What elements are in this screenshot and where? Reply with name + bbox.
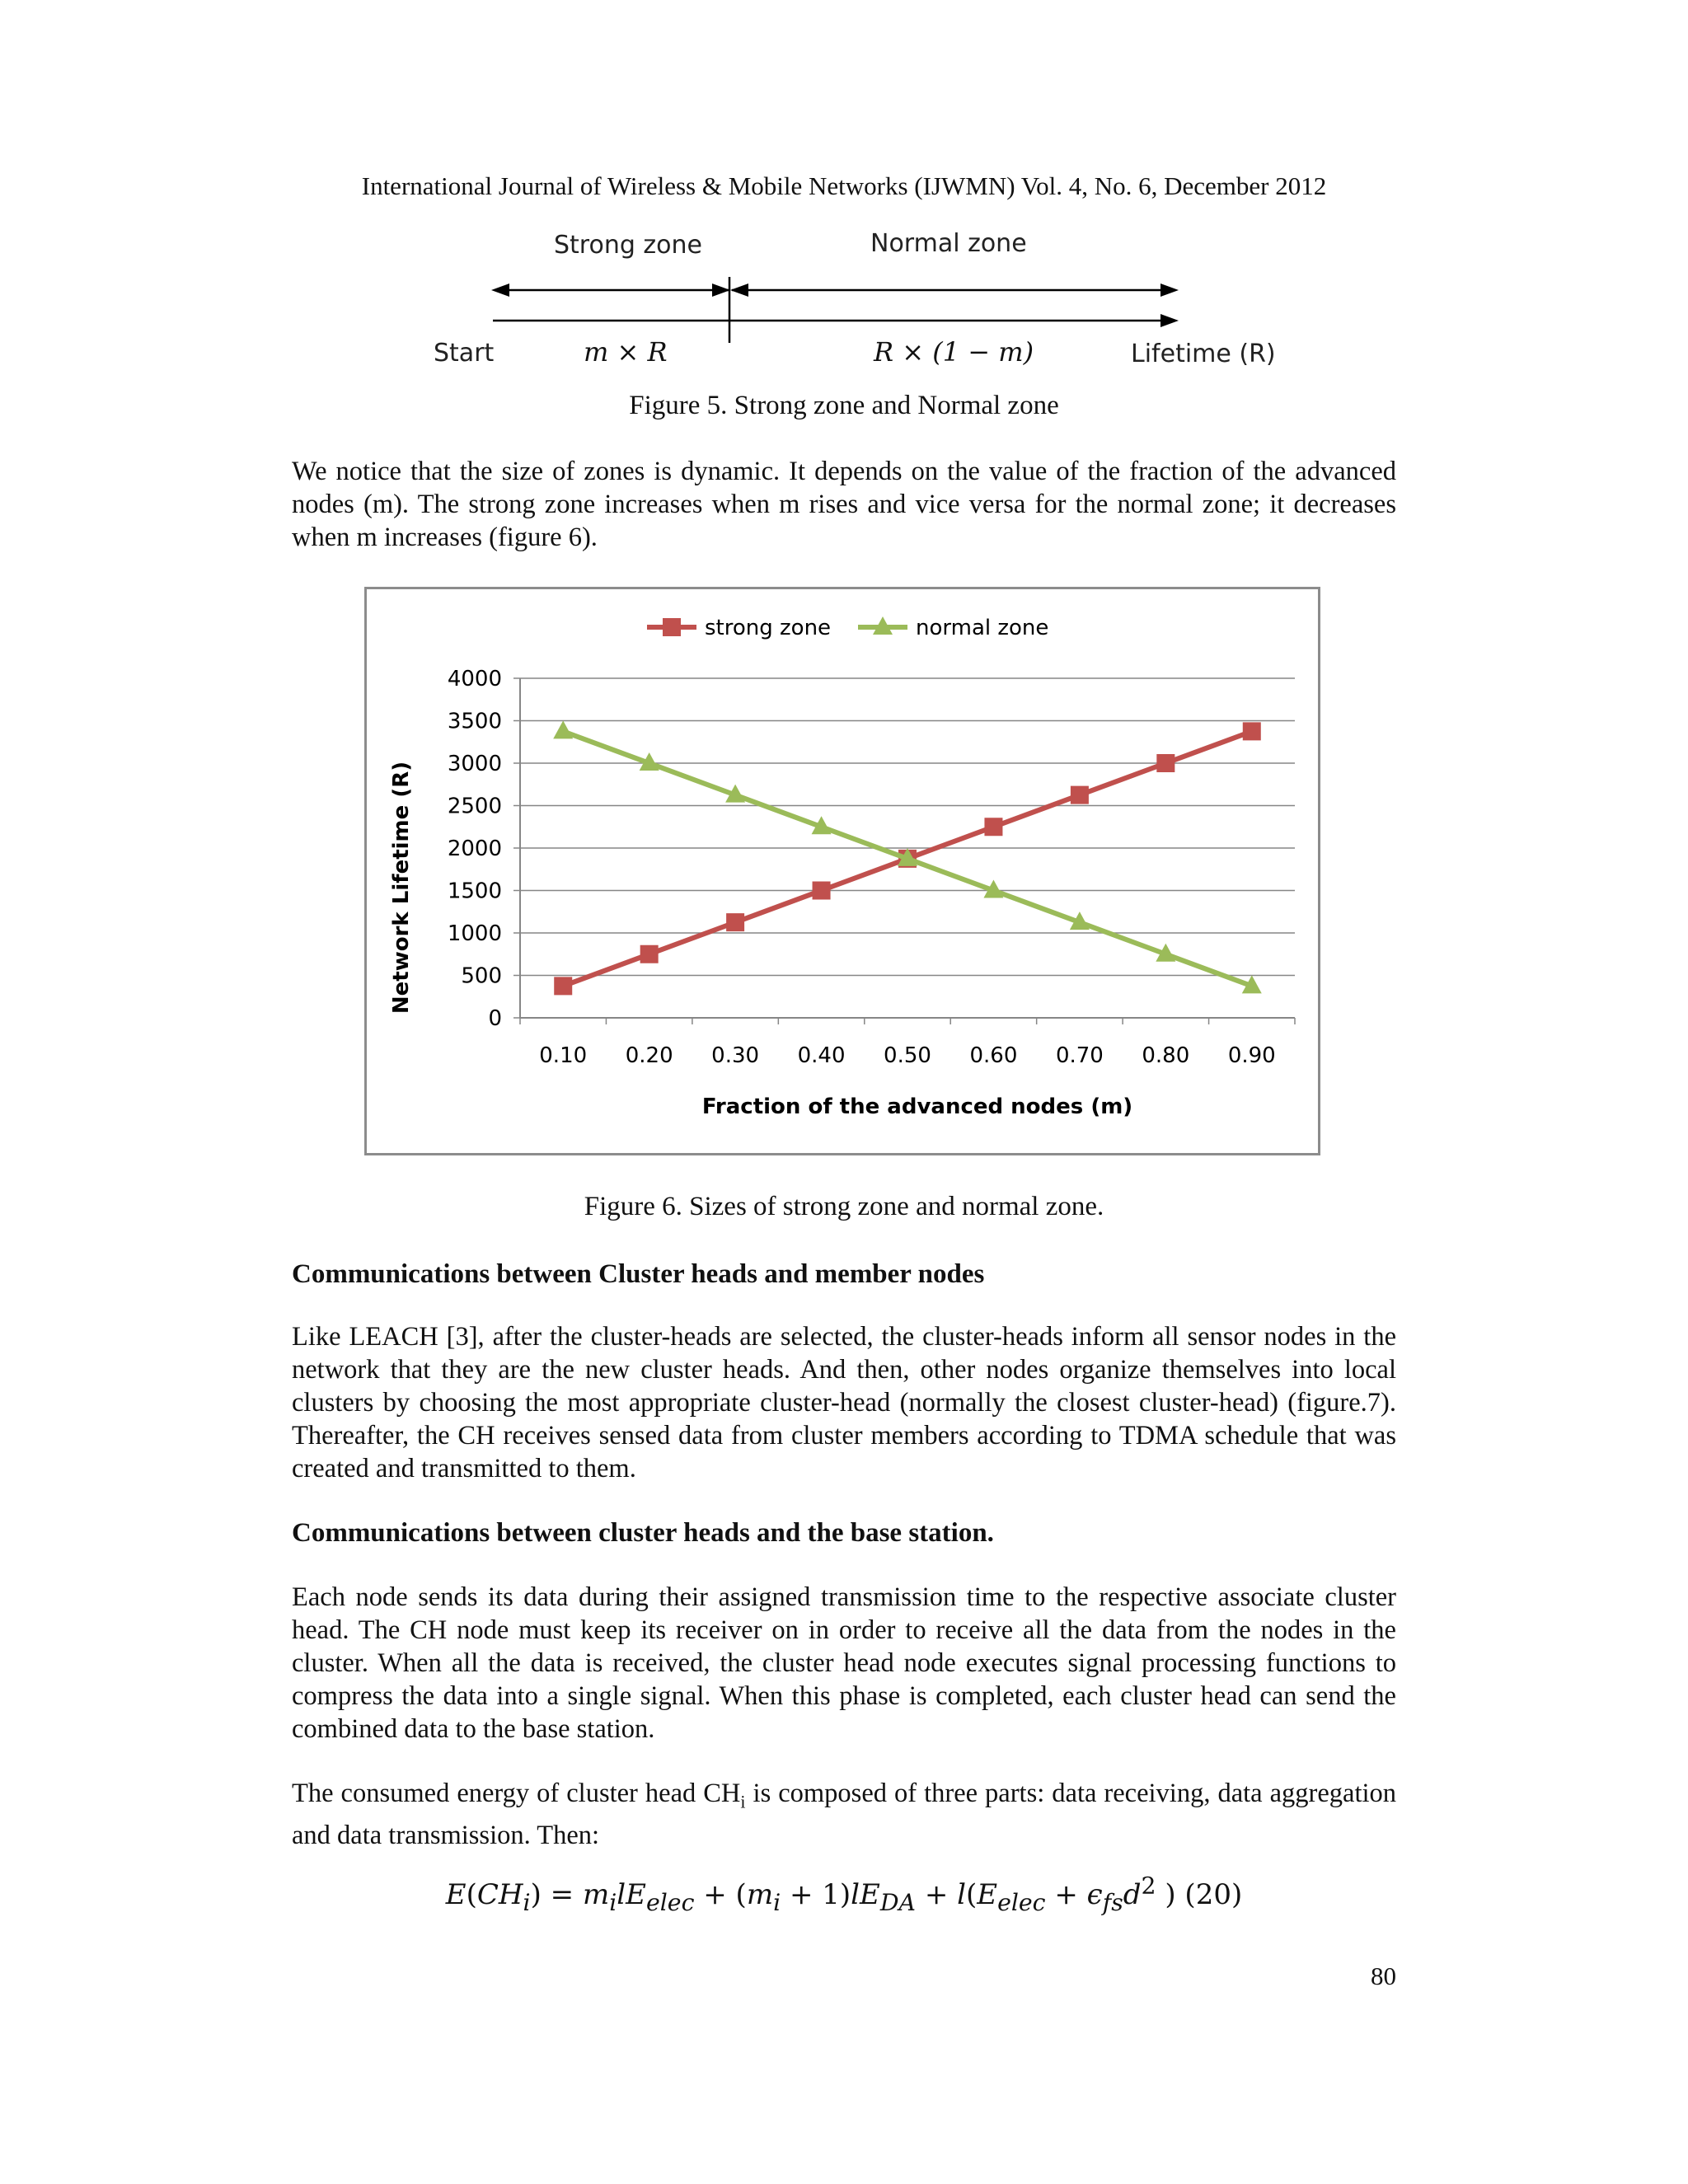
strong-zone-label: Strong zone bbox=[554, 231, 702, 260]
x-tick-label: 0.40 bbox=[797, 1043, 846, 1068]
y-tick-label: 0 bbox=[488, 1006, 502, 1031]
paragraph-leach: Like LEACH [3], after the cluster-heads are selected, the cluster-heads inform all sensor nodes in the network that they are the new cluster heads. And then, other nodes organize themselves into local clusters by choosing the most appropriate cluster-head (normally the closest cluster-head) (figure.7). Thereafter, the CH receives sensed data from cluster members according to TDMA schedule that was created and transmitted to them. bbox=[292, 1322, 1396, 1483]
data-point-square bbox=[813, 882, 831, 900]
data-point-square bbox=[1071, 786, 1089, 804]
y-tick-label: 4000 bbox=[447, 667, 502, 691]
equation-20 bbox=[0, 1872, 1688, 1916]
y-tick-label: 1000 bbox=[447, 921, 502, 946]
page-number: 80 bbox=[1371, 1961, 1396, 1990]
figure-5 bbox=[0, 0, 1688, 396]
strong-zone-arrow bbox=[491, 284, 730, 297]
data-point-square bbox=[1243, 722, 1261, 740]
y-tick-label: 500 bbox=[461, 963, 502, 989]
data-point-square bbox=[984, 818, 1002, 836]
legend-label: normal zone bbox=[916, 616, 1049, 640]
start-label: Start bbox=[434, 339, 495, 368]
heading-base-station: Communications between cluster heads and the base station. bbox=[292, 1518, 994, 1548]
zone-diagram bbox=[0, 0, 1688, 396]
equation-20-rendered: $E(CH_i) = m_ilE_{elec} + (m_i + 1)lE_{DA} + l(E_{elec} + \epsilon_{fs}d^2$ ) (20) bbox=[445, 1872, 1243, 1917]
figure-5-caption: Figure 5. Strong zone and Normal zone bbox=[629, 391, 1059, 420]
data-point-square bbox=[663, 618, 681, 636]
x-tick-label: 0.60 bbox=[969, 1043, 1018, 1068]
data-point-square bbox=[726, 913, 744, 931]
paragraph-transmission: Each node sends its data during their assigned transmission time to the respective associate cluster head. The CH node must keep its receiver on in order to receive all the data from the nodes in the cluster. When all the data is received, the cluster head node executes signal processing functions to compress the data into a single signal. When this phase is completed, each cluster head can send the combined data to the base station. bbox=[292, 1582, 1396, 1744]
figure-6-caption: Figure 6. Sizes of strong zone and normal zone. bbox=[584, 1192, 1104, 1221]
y-tick-label: 3500 bbox=[447, 709, 502, 734]
heading-cluster-members: Communications between Cluster heads and member nodes bbox=[292, 1259, 985, 1289]
paragraph-energy bbox=[292, 1777, 1396, 1852]
x-tick-label: 0.50 bbox=[884, 1043, 931, 1068]
figure-6-chart bbox=[364, 587, 1320, 1155]
normal-zone-label: Normal zone bbox=[870, 229, 1027, 258]
r-times-one-minus-m-label: R × (1 − m) bbox=[874, 336, 1034, 368]
chart-svg bbox=[367, 589, 1318, 1153]
x-tick-label: 0.20 bbox=[625, 1043, 673, 1068]
paragraph-zones: We notice that the size of zones is dynamic. It depends on the value of the fraction of the advanced nodes (m). The strong zone increases when m rises and vice versa for the normal zone; it decreases when m increases (figure 6). bbox=[292, 457, 1396, 552]
lifetime-label: Lifetime (R) bbox=[1131, 340, 1276, 368]
data-point-square bbox=[640, 945, 659, 963]
data-point-square bbox=[554, 977, 572, 995]
data-point-square bbox=[1156, 754, 1175, 772]
m-times-r-label: m × R bbox=[584, 336, 668, 368]
x-tick-label: 0.30 bbox=[711, 1043, 760, 1068]
paragraph-energy-part2: is composed of three parts: data receiving, data aggregation and data transmission. Then: bbox=[292, 1779, 1396, 1850]
running-header: International Journal of Wireless & Mobile Networks (IJWMN) Vol. 4, No. 6, December 2012 bbox=[361, 171, 1327, 200]
timeline-arrow bbox=[493, 314, 1179, 327]
x-tick-label: 0.10 bbox=[539, 1043, 588, 1068]
y-axis-title: Network Lifetime (R) bbox=[389, 761, 414, 1015]
y-tick-label: 2500 bbox=[447, 794, 502, 819]
normal-zone-arrow bbox=[730, 284, 1179, 297]
legend-label: strong zone bbox=[705, 616, 832, 640]
paragraph-energy-subscript: i bbox=[740, 1791, 746, 1812]
x-tick-label: 0.70 bbox=[1055, 1043, 1104, 1068]
paragraph-energy-part1: The consumed energy of cluster head CH bbox=[292, 1779, 741, 1808]
x-tick-label: 0.80 bbox=[1142, 1043, 1190, 1068]
y-tick-label: 1500 bbox=[447, 879, 502, 904]
data-point-triangle bbox=[553, 720, 573, 738]
x-tick-label: 0.90 bbox=[1227, 1043, 1276, 1068]
y-tick-label: 3000 bbox=[447, 752, 502, 776]
x-axis-title: Fraction of the advanced nodes (m) bbox=[701, 1094, 1133, 1119]
y-tick-label: 2000 bbox=[447, 837, 502, 861]
